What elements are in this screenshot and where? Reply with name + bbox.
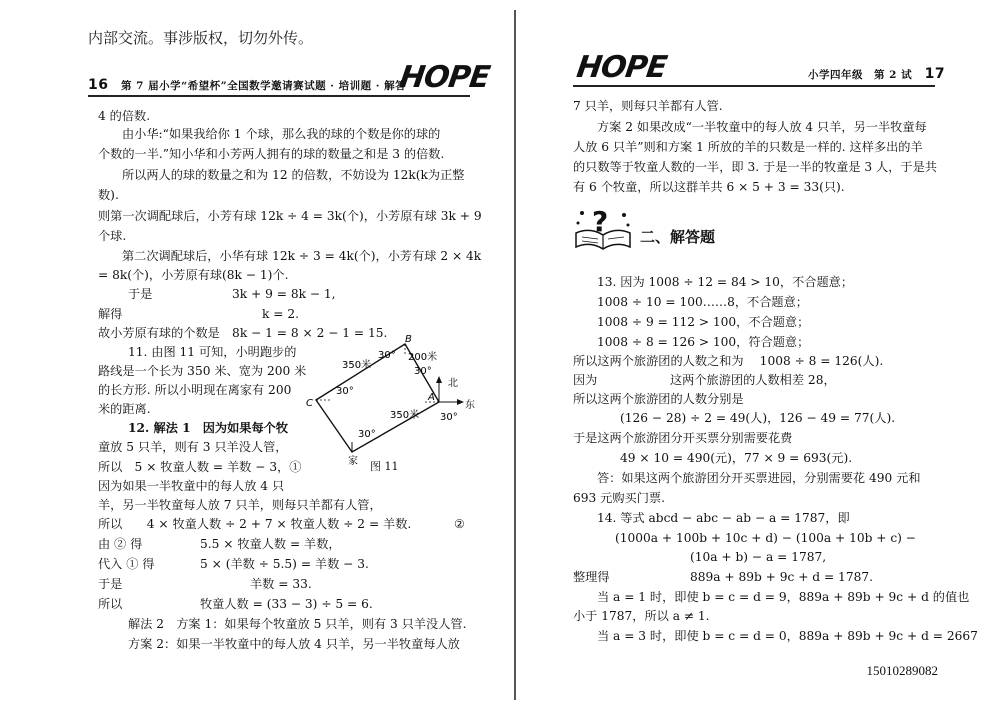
watermark-text: 内部交流。事涉版权，切勿外传。 <box>88 29 314 47</box>
equation: 羊数 = 33. <box>250 577 312 591</box>
text-line: 13. 因为 1008 ÷ 12 = 84 > 10，不合题意； <box>597 275 854 289</box>
header-rule <box>88 95 470 97</box>
equation: 5 × (羊数 ÷ 5.5) = 羊数 − 3. <box>200 557 369 571</box>
text-line: 4 的倍数. <box>98 109 151 123</box>
equation: (1000a + 100b + 10c + d) − (100a + 10b + c) − <box>615 531 917 545</box>
text-line: 答：如果这两个旅游团分开买票进园，分别需要花 490 元和 <box>597 471 921 485</box>
equation: (126 − 28) ÷ 2 = 49(人)，126 − 49 = 77(人). <box>620 411 896 425</box>
text-line: 路线是一个长为 350 米、宽为 200 米 <box>98 364 307 378</box>
text-line: 这两个旅游团的人数相差 28， <box>670 373 836 387</box>
text-line: 因为 <box>573 373 598 387</box>
text-line: 当 a = 1 时，即使 b = c = d = 9，889a + 89b + 9c + d 的值也 <box>597 590 970 604</box>
text-line: 1008 ÷ 8 = 126 > 100，符合题意； <box>597 335 810 349</box>
text-line: 于是这两个旅游团分开买票分别需要花费 <box>573 431 793 445</box>
equation-number: ② <box>454 517 465 531</box>
equation: 889a + 89b + 9c + d = 1787. <box>690 570 873 584</box>
east-label: 东 <box>465 400 475 411</box>
text-line: 第二次调配球后，小华有球 12k ÷ 3 = 4k(个)，小芳有球 2 × 4k <box>122 249 482 263</box>
text-line: 数). <box>98 188 119 202</box>
text-line: 1008 ÷ 9 = 112 > 100，不合题意； <box>597 315 810 329</box>
hope-logo: HOPE <box>397 60 492 95</box>
text-line: 12. 解法 1 因为如果每个牧 <box>128 421 289 435</box>
text-line: 人放 6 只羊”则和方案 1 所放的羊的只数是一样的. 这样多出的羊 <box>573 140 923 154</box>
text-line: 所以 <box>98 597 123 611</box>
right-width-label: 200米 <box>408 352 438 363</box>
right-page-number: 17 <box>924 66 946 82</box>
point-c-label: C <box>306 398 313 409</box>
angle-label-home: 30° <box>358 429 376 440</box>
text-line: = 8k(个)，小芳原有球(8k − 1)个. <box>98 268 289 282</box>
text-line: 羊，另一半牧童每人放 7 只羊，则每只羊都有人管， <box>98 498 382 512</box>
text-line: 因为如果一半牧童中的每人放 4 只 <box>98 479 285 493</box>
text-line: 14. 等式 abcd − abc − ab − a = 1787，即 <box>597 511 850 525</box>
home-label: 家 <box>348 456 358 467</box>
text-line: 11. 由图 11 可知，小明跑步的 <box>128 345 297 359</box>
text-line: 所以这两个旅游团的人数分别是 <box>573 392 744 406</box>
text-line: 童放 5 只羊，则有 3 只羊没人管， <box>98 440 288 454</box>
east-arrow-head <box>457 399 464 405</box>
text-line: 方案 2：如果一半牧童中的每人放 4 只羊，另一半牧童每人放 <box>128 637 460 651</box>
text-line: 则第一次调配球后，小芳有球 12k ÷ 4 = 3k(个)，小芳原有球 3k + 9 <box>98 209 482 223</box>
figure-caption: 图 11 <box>370 460 399 473</box>
text-line: 方案 2 如果改成“一半牧童中的每人放 4 只羊，另一半牧童每 <box>597 120 927 134</box>
north-label: 北 <box>448 378 458 389</box>
text-line: 由小华:“如果我给你 1 个球，那么我的球的个数是你的球的 <box>122 127 441 141</box>
text-line: 代入 ① 得 <box>98 557 155 571</box>
hope-logo: HOPE <box>574 50 669 85</box>
point-b-label: B <box>405 334 412 345</box>
right-header-title: 小学四年级 第 2 试 <box>808 69 913 81</box>
text-line: 个球. <box>98 229 127 243</box>
angle-label-right: 30° <box>414 366 432 377</box>
text-line: 小于 1787，所以 a ≠ 1. <box>573 609 710 623</box>
text-line: 整理得 <box>573 570 610 584</box>
text-line: 7 只羊，则每只羊都有人管. <box>573 99 723 113</box>
text-line: 米的距离. <box>98 402 151 416</box>
text-line: 解得 <box>98 307 123 321</box>
top-length-label: 350米 <box>342 360 372 371</box>
angle-label-b: 30° <box>378 350 396 361</box>
question-book-icon <box>572 203 634 251</box>
text-line: 个数的一半.”知小华和小芳两人拥有的球的数量之和是 3 的倍数. <box>98 147 445 161</box>
left-page-header <box>88 77 406 93</box>
text-line: 由 ② 得 <box>98 537 143 551</box>
left-header-title: 第 7 届小学“希望杯”全国数学邀请赛试题 · 培训题 · 解答 <box>120 80 407 92</box>
text-line: 所以这两个旅游团的人数之和为 1008 ÷ 8 = 126(人). <box>573 354 884 368</box>
text-line: 1008 ÷ 10 = 100……8，不合题意； <box>597 295 808 309</box>
text-line: 于是 <box>128 287 153 301</box>
left-page-number: 16 <box>88 77 109 93</box>
bottom-length-label: 350米 <box>390 410 420 421</box>
equation: k = 2. <box>262 307 299 321</box>
text-line: 所以 5 × 牧童人数 = 羊数 − 3，① <box>98 460 302 474</box>
text-line: 解法 2 方案 1：如果每个牧童放 5 只羊，则有 3 只羊没人管. <box>128 617 467 631</box>
section-title: 二、解答题 <box>640 228 716 246</box>
text-line: 的长方形. 所以小明现在离家有 200 <box>98 383 292 397</box>
text-line: 所以两人的球的数量之和为 12 的倍数，不妨设为 12k(k为正整 <box>122 168 465 182</box>
text-line: 的只数等于牧童人数的一半，即 3. 于是一半的牧童是 3 人，于是共 <box>573 160 937 174</box>
phone-number: 15010289082 <box>866 663 938 678</box>
text-line: 于是 <box>98 577 123 591</box>
north-arrow-head <box>436 376 442 383</box>
text-line: 693 元购买门票. <box>573 491 665 505</box>
equation: 牧童人数 = (33 − 3) ÷ 5 = 6. <box>200 597 373 611</box>
point-a-label: A <box>428 392 435 403</box>
page-divider <box>514 10 516 700</box>
text-line: 有 6 个牧童，所以这群羊共 6 × 5 + 3 = 33(只). <box>573 180 845 194</box>
text-line: 当 a = 3 时，即使 b = c = d = 0，889a + 89b + 9c + d = 2667 <box>597 629 978 643</box>
text-line: 所以 4 × 牧童人数 ÷ 2 + 7 × 牧童人数 ÷ 2 = 羊数. <box>98 517 412 531</box>
angle-label-a: 30° <box>440 412 458 423</box>
equation: (10a + b) − a = 1787, <box>690 550 827 564</box>
equation: 49 × 10 = 490(元)，77 × 9 = 693(元). <box>620 451 853 465</box>
text-line: 故小芳原有球的个数是 8k − 1 = 8 × 2 − 1 = 15. <box>98 326 388 340</box>
angle-label-c: 30° <box>336 386 354 397</box>
svg-text:?: ? <box>592 205 609 238</box>
header-rule <box>573 85 935 87</box>
right-page-header <box>808 66 945 82</box>
equation: 3k + 9 = 8k − 1, <box>232 287 336 301</box>
equation: 5.5 × 牧童人数 = 羊数， <box>200 537 341 551</box>
